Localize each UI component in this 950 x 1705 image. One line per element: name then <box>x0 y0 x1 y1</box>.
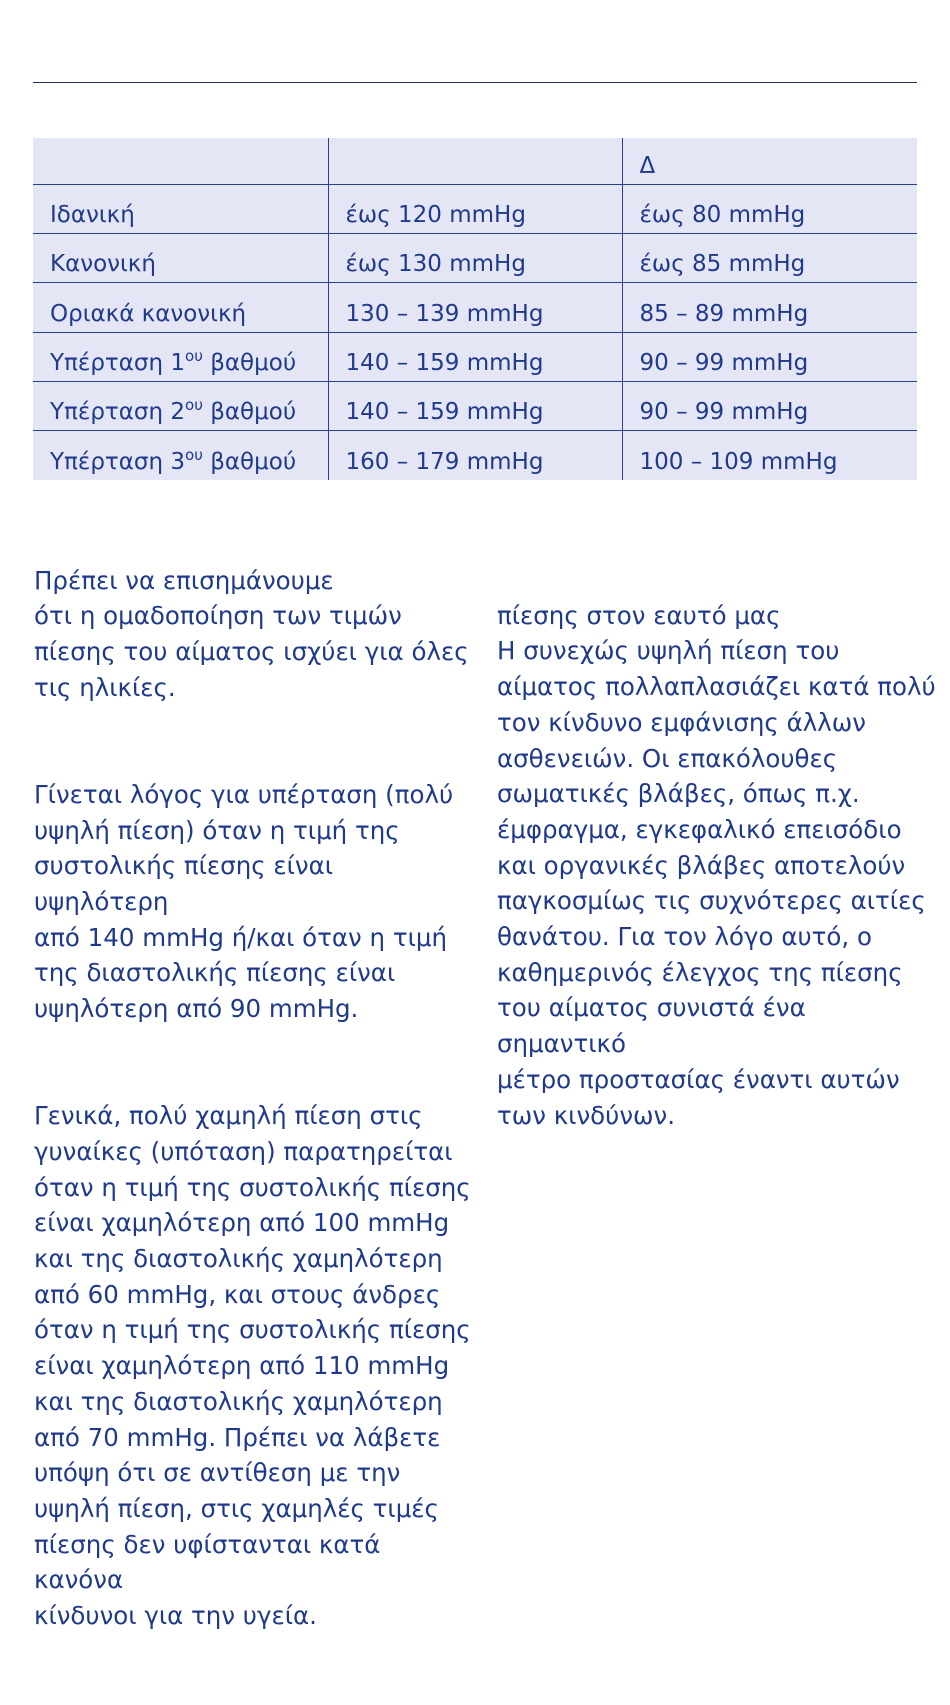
table-row <box>33 431 917 480</box>
paragraph: πίεσης στον εαυτό μας Η συνεχώς υψηλή πίεση του αίματος πολλαπλασιάζει κατά πολύ τον κίνδυνο εμφάνισης άλλων ασθενειών. Οι επακόλουθες σωματικές βλάβες, όπως π.χ. έμφραγμα, εγκεφαλικό επεισόδιο και οργανικές βλάβες αποτελούν παγκοσμίως τις συχνότερες αιτίες θανάτου. Για τον λόγο αυτό, ο καθημερινός έλεγχος της πίεσης του αίματος συνιστά ένα σημαντικό μέτρο προστασίας έναντι αυτών των κινδύνων. <box>497 600 936 1130</box>
category-cell: Οριακά κανονική <box>33 283 328 332</box>
header-cell <box>33 138 328 184</box>
left-text-column <box>34 527 474 1705</box>
paragraph: Πρέπει να επισημάνουμε ότι η ομαδοποίηση των τιμών πίεσης του αίματος ισχύει για όλες τις ηλικίες. <box>34 565 469 702</box>
category-cell: Ιδανική <box>33 184 328 233</box>
right-text-column <box>497 562 937 1205</box>
header-cell: Δ <box>639 152 656 179</box>
diastolic-cell: 90 – 99 mmHg <box>622 381 917 430</box>
diastolic-cell: 90 – 99 mmHg <box>622 332 917 381</box>
table-row <box>33 332 917 381</box>
diastolic-cell: έως 80 mmHg <box>622 184 917 233</box>
category-cell: Υπέρταση $3^{o\upsilon}$ βαθμού <box>33 431 328 480</box>
table-row <box>33 184 917 233</box>
diastolic-cell: έως 85 mmHg <box>622 234 917 283</box>
paragraph: Γίνεται λόγος για υπέρταση (πολύ υψηλή πίεση) όταν η τιμή της συστολικής πίεσης είναι υψηλότερη από 140 mmHg ή/και όταν η τιμή της διαστολικής πίεσης είναι υψηλότερη από 90 mmHg. <box>34 779 454 1024</box>
systolic-cell: 130 – 139 mmHg <box>328 283 622 332</box>
top-divider <box>33 82 917 83</box>
diastolic-cell: 85 – 89 mmHg <box>622 283 917 332</box>
header-cell <box>328 138 622 184</box>
systolic-cell: έως 130 mmHg <box>328 234 622 283</box>
table-row <box>33 234 917 283</box>
table-row <box>33 381 917 430</box>
paragraph: Γενικά, πολύ χαμηλή πίεση στις γυναίκες (υπόταση) παρατηρείται όταν η τιμή της συστολικής πίεσης είναι χαμηλότερη από 100 mmHg και της διαστολικής χαμηλότερη από 60 mmHg, και στους άνδρες όταν η τιμή της συστολικής πίεσης είναι χαμηλότερη από 110 mmHg και της διαστολικής χαμηλότερη από 70 mmHg. Πρέπει να λάβετε υπόψη ότι σε αντίθεση με την υψηλή πίεση, στις χαμηλές τιμές πίεσης δεν υφίστανται κατά κανόνα κίνδυνοι για την υγεία. <box>34 1101 471 1631</box>
table-header-row <box>33 138 917 184</box>
table-row <box>33 283 917 332</box>
systolic-cell: έως 120 mmHg <box>328 184 622 233</box>
systolic-cell: 140 – 159 mmHg <box>328 332 622 381</box>
category-cell: Υπέρταση $2^{o\upsilon}$ βαθμού <box>33 381 328 430</box>
systolic-cell: 160 – 179 mmHg <box>328 431 622 480</box>
category-cell: Κανονική <box>33 234 328 283</box>
systolic-cell: 140 – 159 mmHg <box>328 381 622 430</box>
diastolic-cell: 100 – 109 mmHg <box>622 431 917 480</box>
category-cell: Υπέρταση $1^{o\upsilon}$ βαθμού <box>33 332 328 381</box>
blood-pressure-table <box>33 138 917 480</box>
